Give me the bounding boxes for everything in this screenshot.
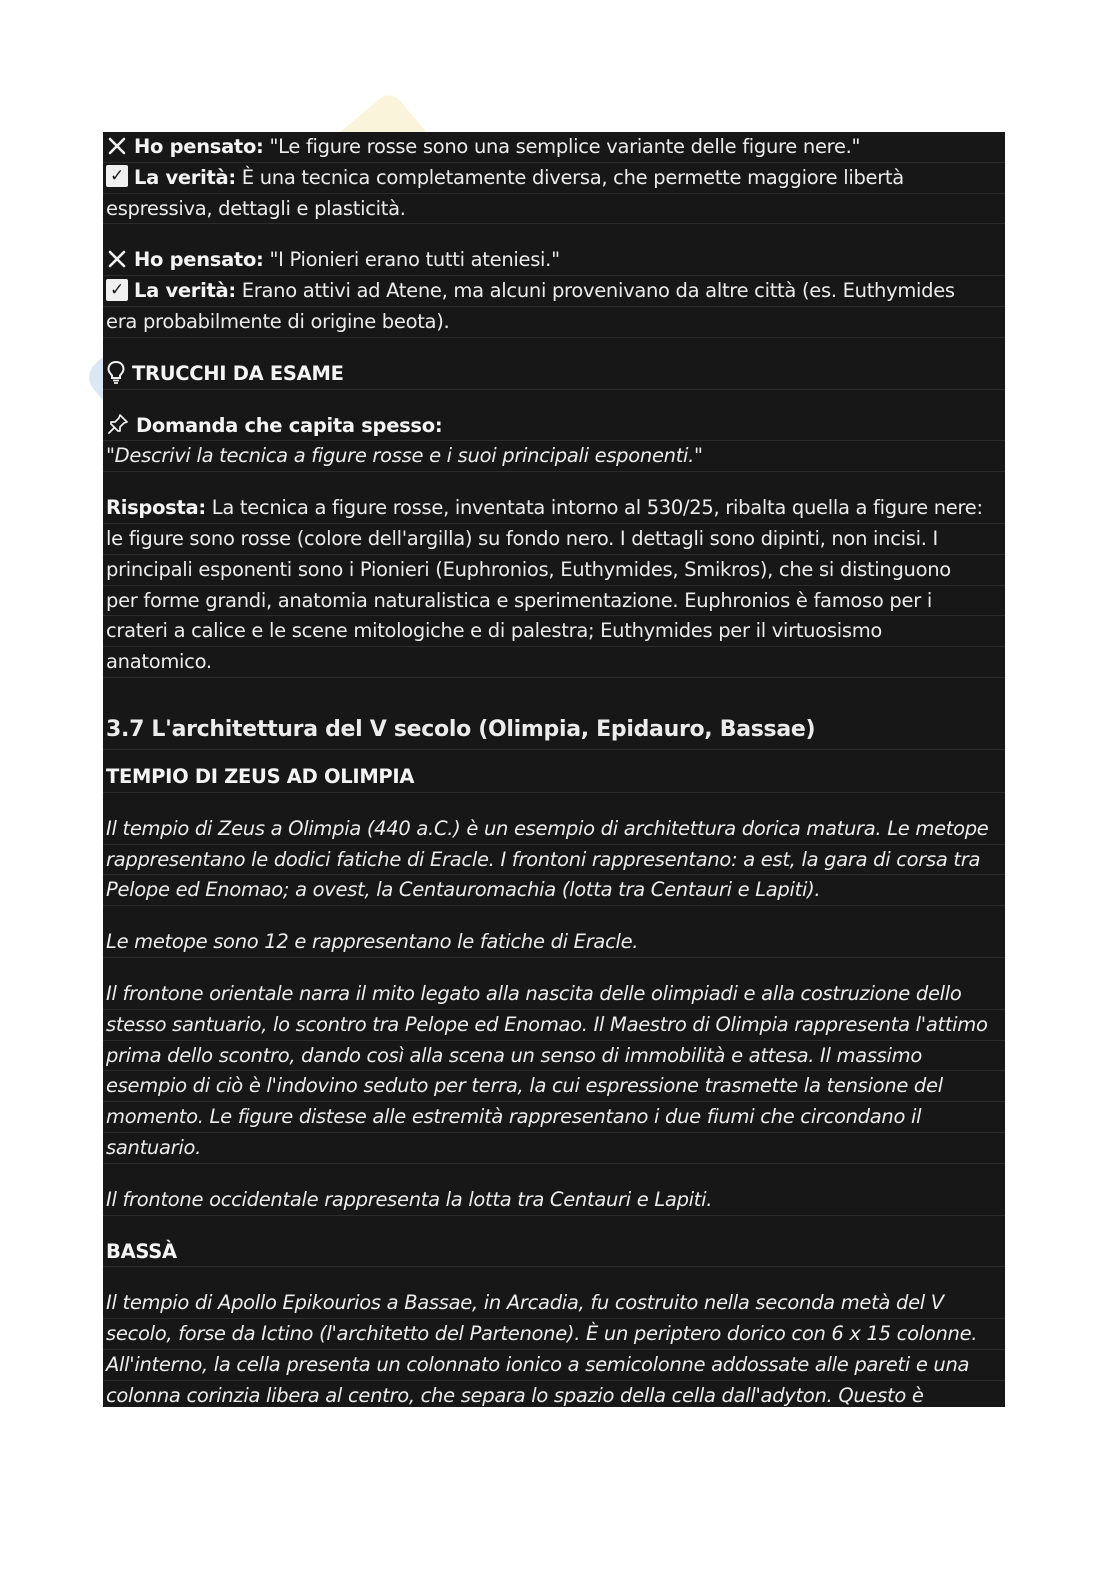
- paragraph-line: Il tempio di Apollo Epikourios a Bassae, in Arcadia, fu costruito nella seconda metà del V: [103, 1288, 1005, 1319]
- section-title: 3.7 L'architettura del V secolo (Olimpia, Epidauro, Bassae): [103, 711, 1005, 750]
- thought-text: "I Pionieri erano tutti ateniesi.": [263, 248, 560, 272]
- paragraph-line: secolo, forse da Ictino (l'architetto del Partenone). È un periptero dorico con 6 x 15 colonne.: [103, 1319, 1005, 1350]
- question-label: Domanda che capita spesso:: [136, 413, 443, 437]
- tips-heading-text: TRUCCHI DA ESAME: [132, 361, 344, 385]
- myth-truth: [103, 276, 1005, 307]
- answer-text: La tecnica a figure rosse, inventata intorno al 530/25, ribalta quella a figure nere:: [205, 496, 983, 520]
- answer-line: crateri a calice e le scene mitologiche e di palestra; Euthymides per il virtuosismo: [103, 616, 1005, 647]
- thought-text: "Le figure rosse sono una semplice variante delle figure nere.": [263, 135, 861, 158]
- truth-text-continued: era probabilmente di origine beota).: [103, 307, 1005, 338]
- myth-thought: [103, 245, 1005, 276]
- truth-text: È una tecnica completamente diversa, che permette maggiore libertà: [235, 165, 904, 189]
- thought-label: Ho pensato:: [134, 248, 264, 272]
- paragraph-line: All'interno, la cella presenta un colonnato ionico a semicolonne addossate alle pareti e una: [103, 1350, 1005, 1381]
- cross-icon: [106, 135, 128, 157]
- paragraph-line: Il frontone orientale narra il mito legato alla nascita delle olimpiadi e alla costruzione dello: [103, 979, 1005, 1010]
- paragraph-line: prima dello scontro, dando così alla scena un senso di immobilità e attesa. Il massimo: [103, 1041, 1005, 1072]
- truth-text-continued: espressiva, dettagli e plasticità.: [103, 194, 1005, 225]
- paragraph-line: colonna corinzia libera al centro, che separa lo spazio della cella dall'adyton. Questo è: [103, 1381, 1005, 1407]
- answer-line: anatomico.: [103, 647, 1005, 678]
- zeus-heading: TEMPIO DI ZEUS AD OLIMPIA: [103, 762, 1005, 793]
- tips-heading: [103, 359, 1005, 390]
- paragraph-line: Il frontone occidentale rappresenta la lotta tra Centauri e Lapiti.: [103, 1185, 1005, 1216]
- paragraph-line: stesso santuario, lo scontro tra Pelope ed Enomao. Il Maestro di Olimpia rappresenta l'attimo: [103, 1010, 1005, 1041]
- answer-label: Risposta:: [106, 496, 206, 520]
- myth-truth: [103, 163, 1005, 194]
- paragraph-line: esempio di ciò è l'indovino seduto per terra, la cui espressione trasmette la tensione del: [103, 1071, 1005, 1102]
- truth-label: La verità:: [134, 279, 236, 303]
- question-label-line: [103, 411, 1005, 442]
- paragraph-line: Il tempio di Zeus a Olimpia (440 a.C.) è un esempio di architettura dorica matura. Le metope: [103, 814, 1005, 845]
- truth-text: Erano attivi ad Atene, ma alcuni provenivano da altre città (es. Euthymides: [235, 279, 955, 303]
- thought-label: Ho pensato:: [134, 135, 264, 158]
- paragraph-line: santuario.: [103, 1133, 1005, 1164]
- bassa-heading: BASSÀ: [103, 1237, 1005, 1268]
- question-text: "Descrivi la tecnica a figure rosse e i suoi principali esponenti.": [103, 441, 1005, 472]
- truth-label: La verità:: [134, 165, 236, 189]
- cross-icon: [106, 248, 128, 270]
- myth-thought: [103, 132, 1005, 163]
- answer-line: le figure sono rosse (colore dell'argilla) su fondo nero. I dettagli sono dipinti, non incisi. I: [103, 524, 1005, 555]
- pushpin-icon: [106, 412, 130, 436]
- paragraph-line: rappresentano le dodici fatiche di Eracle. I frontoni rappresentano: a est, la gara di corsa tra: [103, 845, 1005, 876]
- paragraph-line: Le metope sono 12 e rappresentano le fatiche di Eracle.: [103, 927, 1005, 958]
- answer-line: principali esponenti sono i Pionieri (Euphronios, Euthymides, Smikros), che si distinguono: [103, 555, 1005, 586]
- paragraph-line: momento. Le figure distese alle estremità rappresentano i due fiumi che circondano il: [103, 1102, 1005, 1133]
- lightbulb-icon: [106, 360, 126, 384]
- answer-line: per forme grandi, anatomia naturalistica e sperimentazione. Euphronios è famoso per i: [103, 586, 1005, 617]
- paragraph-line: Pelope ed Enomao; a ovest, la Centauromachia (lotta tra Centauri e Lapiti).: [103, 875, 1005, 906]
- checkbox-checked-icon: ✓: [106, 279, 128, 301]
- document-page: [103, 132, 1005, 1407]
- answer-line: [103, 493, 1005, 524]
- checkbox-checked-icon: ✓: [106, 165, 128, 187]
